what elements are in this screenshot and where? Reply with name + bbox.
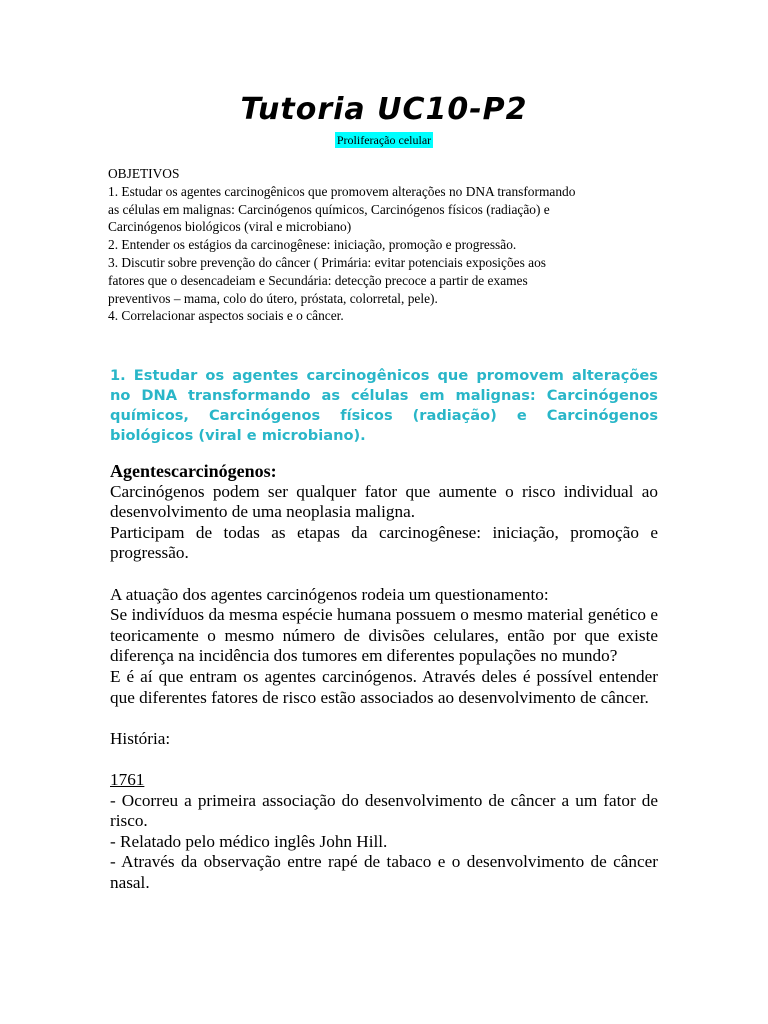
paragraph: A atuação dos agentes carcinógenos rodeia um questionamento: [110, 584, 549, 604]
section-heading: 1. Estudar os agentes carcinogênicos que promovem alterações no DNA transformando as células em malignas: Carcinógenos químicos, Carcinógenos físicos (radiação) e Carcinógenos biológicos (viral e microbiano). [110, 367, 658, 444]
objectives-line: 1. Estudar os agentes carcinogênicos que promovem alterações no DNA transformando [108, 183, 576, 199]
paragraph: E é aí que entram os agentes carcinógenos. Através deles é possível entender que diferentes fatores de risco estão associados ao desenvolvimento de câncer. [110, 666, 658, 707]
objectives-line: 3. Discutir sobre prevenção do câncer ( Primária: evitar potenciais exposições aos [108, 254, 547, 270]
historia-label: História: [110, 728, 171, 748]
objectives-heading: OBJETIVOS [108, 166, 180, 181]
spacer [110, 564, 658, 585]
bullet: - Através da observação entre rapé de tabaco e o desenvolvimento de câncer nasal. [110, 852, 658, 892]
objectives-line: fatores que o desencadeiam e Secundária: detecção precoce a partir de exames [108, 272, 528, 288]
bullet: - Ocorreu a primeira associação do desenvolvimento de câncer a um fator de risco. [110, 790, 658, 831]
objectives-block [108, 165, 668, 325]
subtitle-wrapper [0, 131, 768, 149]
section-body [110, 461, 658, 893]
bullet: - Relatado pelo médico inglês John Hill. [110, 831, 388, 851]
objectives-line: 2. Entender os estágios da carcinogênese: iniciação, promoção e progressão. [108, 237, 517, 253]
objectives-line: Carcinógenos biológicos (viral e microbiano) [108, 219, 352, 235]
objectives-line: preventivos – mama, colo do útero, próstata, colorretal, pele). [108, 290, 438, 306]
subheading: Agentescarcinógenos: [110, 461, 277, 481]
paragraph: Se indivíduos da mesma espécie humana possuem o mesmo material genético e teoricamente o mesmo número de divisões celulares, então por que existe diferença na incidência dos tumores em diferentes populações no mundo? [110, 605, 658, 666]
paragraph: Carcinógenos podem ser qualquer fator que aumente o risco individual ao desenvolvimento de uma neoplasia maligna. [110, 481, 658, 522]
spacer [110, 749, 658, 770]
objectives-line: 4. Correlacionar aspectos sociais e o câncer. [108, 308, 344, 324]
subtitle-highlight: Proliferação celular [336, 133, 432, 147]
document-title: Tutoria UC10-P2 [240, 92, 528, 127]
objectives-line: as células em malignas: Carcinógenos químicos, Carcinógenos físicos (radiação) e [108, 201, 550, 217]
paragraph: Participam de todas as etapas da carcinogênese: iniciação, promoção e progressão. [110, 522, 658, 563]
year-heading: 1761 [110, 769, 145, 789]
spacer [110, 708, 658, 729]
